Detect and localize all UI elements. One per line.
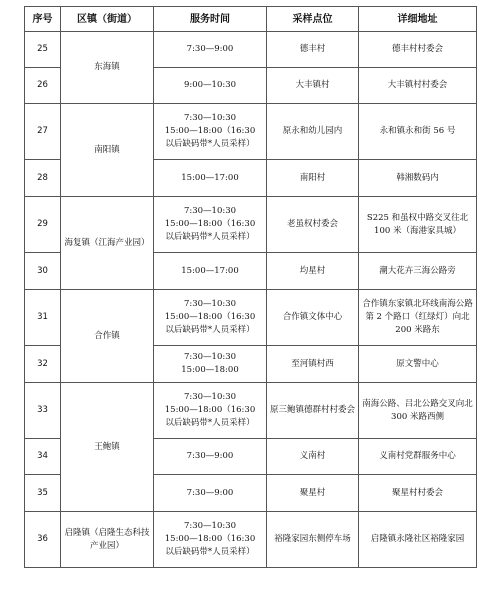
- header-time: 服务时间: [154, 7, 267, 32]
- address: 合作镇东家镇北环线南海公路第 2 个路口（红绿灯）向北 200 米路东: [359, 290, 477, 346]
- address: 大丰镇村村委会: [359, 68, 477, 104]
- address: 潮大花卉三海公路旁: [359, 253, 477, 290]
- row-number: 25: [25, 32, 61, 68]
- address: 永和镇永和街 56 号: [359, 104, 477, 160]
- time-line: 以后缺码带*人员采样）: [165, 418, 255, 428]
- time-line: 7:30—10:30: [183, 521, 237, 531]
- row-number: 31: [25, 290, 61, 346]
- address: 韩湘数码内: [359, 160, 477, 197]
- sampling-site: 均星村: [267, 253, 359, 290]
- time-line: 15:00—18:00（16:30: [164, 534, 256, 544]
- row-number: 27: [25, 104, 61, 160]
- table-row: [25, 290, 477, 346]
- time-line: 7:30—10:30: [183, 299, 237, 309]
- schedule-table: [24, 6, 477, 568]
- sampling-site: 裕隆家园东侧停车场: [267, 512, 359, 568]
- town-cell: 合作镇: [61, 290, 154, 383]
- header-no: 序号: [25, 7, 61, 32]
- sampling-site: 德丰村: [267, 32, 359, 68]
- town-cell: 南阳镇: [61, 104, 154, 197]
- row-number: 29: [25, 197, 61, 253]
- time-line: 7:30—10:30: [183, 392, 237, 402]
- sampling-site: 老虽权村委会: [267, 197, 359, 253]
- sampling-site: 合作镇文体中心: [267, 290, 359, 346]
- row-number: 36: [25, 512, 61, 568]
- service-time: [154, 512, 267, 568]
- sampling-site: 义南村: [267, 439, 359, 475]
- sampling-site: 原三鲍镇德群村村委会: [267, 383, 359, 439]
- header-row: [25, 7, 477, 32]
- time-line: 15:00—18:00: [181, 365, 239, 375]
- service-time: [154, 68, 267, 104]
- sampling-site: 南阳村: [267, 160, 359, 197]
- table-row: [25, 512, 477, 568]
- header-address: 详细地址: [359, 7, 477, 32]
- row-number: 33: [25, 383, 61, 439]
- row-number: 34: [25, 439, 61, 475]
- address: 启隆镇永隆社区裕隆家园: [359, 512, 477, 568]
- town-cell: 启隆镇（启隆生态科技产业园）: [61, 512, 154, 568]
- time-line: 15:00—17:00: [181, 265, 239, 276]
- service-time: [154, 475, 267, 512]
- table-row: [25, 383, 477, 439]
- time-line: 以后缺码带*人员采样）: [165, 139, 255, 149]
- address: 义南村党群服务中心: [359, 439, 477, 475]
- time-line: 以后缺码带*人员采样）: [165, 325, 255, 335]
- header-town: 区镇（街道）: [61, 7, 154, 32]
- time-line: 15:00—18:00（16:30: [164, 405, 256, 415]
- row-number: 30: [25, 253, 61, 290]
- time-line: 7:30—10:30: [183, 206, 237, 216]
- time-line: 7:30—10:30: [183, 352, 237, 362]
- service-time: [154, 383, 267, 439]
- address: 德丰村村委会: [359, 32, 477, 68]
- time-line: 7:30—9:00: [186, 487, 234, 498]
- row-number: 32: [25, 346, 61, 383]
- service-time: [154, 346, 267, 383]
- service-time: [154, 104, 267, 160]
- table-row: [25, 197, 477, 253]
- table-row: [25, 32, 477, 68]
- time-line: 15:00—18:00（16:30: [164, 219, 256, 229]
- time-line: 以后缺码带*人员采样）: [165, 547, 255, 557]
- time-line: 7:30—9:00: [186, 451, 234, 461]
- sampling-site: 至河镇村西: [267, 346, 359, 383]
- time-line: 9:00—10:30: [183, 80, 237, 90]
- time-line: 15:00—17:00: [181, 172, 239, 183]
- sampling-site: 聚星村: [267, 475, 359, 512]
- time-line: 15:00—18:00（16:30: [164, 312, 256, 322]
- time-line: 7:30—10:30: [183, 113, 237, 123]
- row-number: 35: [25, 475, 61, 512]
- service-time: [154, 32, 267, 68]
- time-line: 以后缺码带*人员采样）: [165, 232, 255, 242]
- sampling-site: 大丰镇村: [267, 68, 359, 104]
- sampling-site: 原永和幼儿园内: [267, 104, 359, 160]
- service-time: [154, 160, 267, 197]
- town-cell: 王鲍镇: [61, 383, 154, 512]
- service-time: [154, 290, 267, 346]
- time-line: 15:00—18:00（16:30: [164, 126, 256, 136]
- address: 聚星村村委会: [359, 475, 477, 512]
- address: 原文警中心: [359, 346, 477, 383]
- row-number: 26: [25, 68, 61, 104]
- row-number: 28: [25, 160, 61, 197]
- address: S225 和虽权中路交叉往北 100 米（海港家具城）: [359, 197, 477, 253]
- town-cell: 海复镇（江海产业园）: [61, 197, 154, 290]
- town-cell: 东海镇: [61, 32, 154, 104]
- time-line: 7:30—9:00: [186, 44, 234, 54]
- table-row: [25, 104, 477, 160]
- service-time: [154, 253, 267, 290]
- service-time: [154, 197, 267, 253]
- address: 南海公路、吕北公路交叉向北 300 米路西侧: [359, 383, 477, 439]
- header-site: 采样点位: [267, 7, 359, 32]
- service-time: [154, 439, 267, 475]
